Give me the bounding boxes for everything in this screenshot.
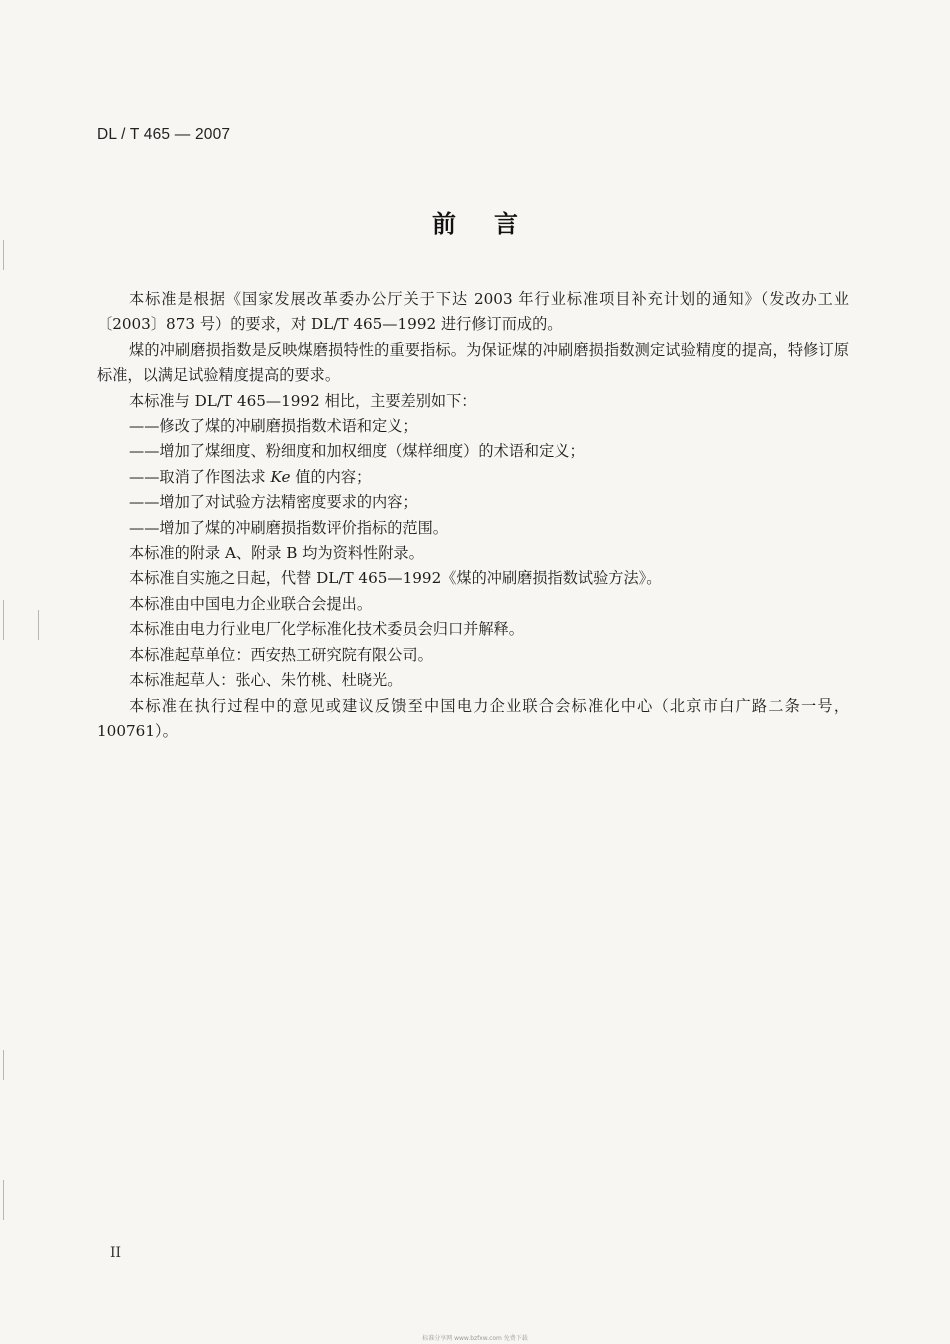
ke-symbol: Ke: [270, 467, 291, 486]
paragraph-feedback: 本标准在执行过程中的意见或建议反馈至中国电力企业联合会标准化中心（北京市白广路二条一号，100761）。: [97, 696, 849, 740]
paragraph-proposer: 本标准由中国电力企业联合会提出。: [129, 594, 372, 613]
list-item-difference: ——增加了对试验方法精密度要求的内容；: [129, 493, 418, 512]
paragraph-differences-intro: 本标准与 DL/T 465—1992 相比，主要差别如下：: [129, 391, 477, 410]
ke-suffix: 值的内容；: [290, 467, 372, 486]
list-item-difference: [97, 465, 849, 490]
page-number: II: [110, 1245, 122, 1261]
document-code: DL / T 465 — 2007: [97, 126, 231, 143]
list-item-difference: ——增加了煤细度、粉细度和加权细度（煤样细度）的术语和定义；: [129, 442, 585, 461]
scan-artifact: [3, 240, 4, 270]
paragraph-replacement: 本标准自实施之日起，代替 DL/T 465—1992《煤的冲刷磨损指数试验方法》。: [129, 569, 662, 588]
scan-artifact: [3, 600, 4, 640]
paragraph-administrator: 本标准由电力行业电厂化学标准化技术委员会归口并解释。: [129, 620, 524, 639]
paragraph-drafting-unit: 本标准起草单位：西安热工研究院有限公司。: [129, 645, 433, 664]
scan-artifact: [3, 1180, 4, 1220]
paragraph-appendix: 本标准的附录 A、附录 B 均为资料性附录。: [129, 544, 424, 563]
paragraph-drafters: 本标准起草人：张心、朱竹桃、杜晓光。: [129, 671, 403, 690]
scan-artifact: [3, 1050, 4, 1080]
scan-artifact: [38, 610, 39, 640]
footer-watermark: 标准分享网 www.bzfxw.com 免费下载: [422, 1335, 528, 1342]
list-item-difference: ——增加了煤的冲刷磨损指数评价指标的范围。: [129, 518, 448, 537]
foreword-body: [97, 287, 849, 744]
page-title: 前言: [432, 210, 556, 238]
paragraph-purpose: 煤的冲刷磨损指数是反映煤磨损特性的重要指标。为保证煤的冲刷磨损指数测定试验精度的提高，特修订原标准，以满足试验精度提高的要求。: [97, 340, 849, 385]
list-item-difference: ——修改了煤的冲刷磨损指数术语和定义；: [129, 417, 418, 436]
paragraph-basis: 本标准是根据《国家发展改革委办公厅关于下达 2003 年行业标准项目补充计划的通知》（发改办工业〔2003〕873 号）的要求，对 DL/T 465—1992 进行修订而成的。: [97, 290, 849, 334]
ke-prefix: ——取消了作图法求: [129, 467, 271, 486]
